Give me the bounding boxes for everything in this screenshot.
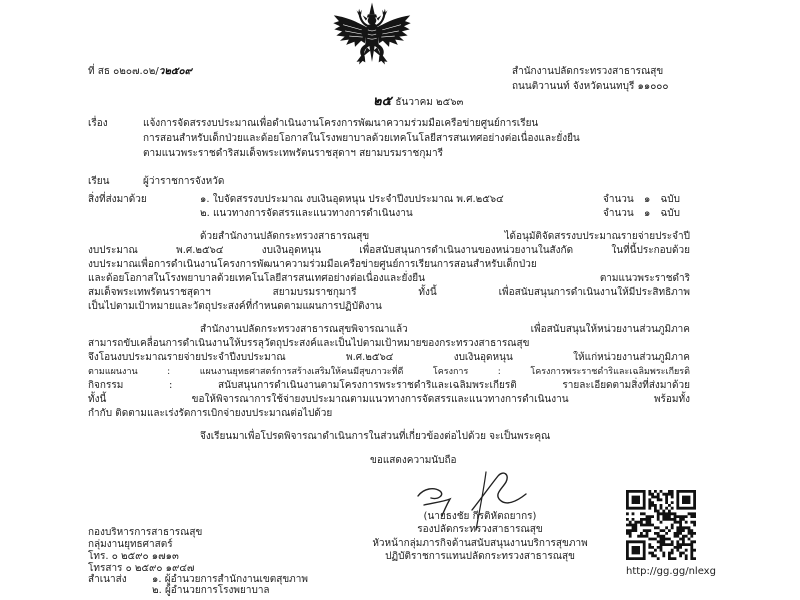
closing-phrase: ขอแสดงความนับถือ	[370, 455, 457, 466]
qr-code	[626, 490, 696, 560]
garuda-leg-right	[375, 43, 387, 64]
enclosures-label: สิ่งที่ส่งมาด้วย	[88, 194, 147, 205]
copy-to-item: ๒. ผู้อำนวยการโรงพยาบาล	[152, 585, 270, 596]
signatory-name: (นายธงชัย กีรติหัตถยากร)	[423, 511, 537, 522]
garuda-hand-left	[357, 9, 362, 15]
body-line: งบประมาณเพื่อการดำเนินงานโครงการพัฒนาความร่วมมือเครือข่ายศูนย์การเรียนการสอนสำหรับเด็กป่วย	[88, 259, 537, 270]
garuda-hand-right	[382, 9, 387, 15]
enclosure-item: ๑. ใบจัดสรรงบประมาณ งบเงินอุดหนุน ประจำปีงบประมาณ พ.ศ.๒๕๖๔	[200, 194, 504, 205]
footer-fax: โทรสาร ๐ ๒๕๙๐ ๑๙๔๗	[88, 563, 195, 574]
subject-line: แจ้งการจัดสรรงบประมาณเพื่อดำเนินงานโครงการพัฒนาความร่วมมือเครือข่ายศูนย์การเรียน	[143, 118, 539, 129]
body-line: เป็นไปตามเป้าหมายและวัตถุประสงค์ที่กำหนดตามแผนการปฏิบัติงาน	[88, 301, 382, 312]
copy-to-label: สำเนาส่ง	[88, 574, 127, 585]
reference-prefix: ที่ สธ ๐๒๐๗.๐๒/	[88, 66, 159, 77]
body-line: ด้วยสำนักงานปลัดกระทรวงสาธารณสุข ได้อนุมัติจัดสรรงบประมาณรายจ่ายประจำปี	[200, 231, 690, 242]
garuda-leg-left	[357, 43, 369, 64]
garuda-crown	[369, 3, 374, 15]
body-line: สำนักงานปลัดกระทรวงสาธารณสุขพิจารณาแล้ว เพื่อสนับสนุนให้หน่วยงานส่วนภูมิภาค	[200, 324, 690, 335]
body-line: สมเด็จพระเทพรัตนราชสุดาฯ สยามบรมราชกุมารี ทั้งนี้ เพื่อสนับสนุนการดำเนินงานให้มีประสิทธิภาพ	[88, 287, 690, 298]
garuda-ear-right	[377, 15, 382, 20]
body-line: กิจกรรม : สนับสนุนการดำเนินงานตามโครงการพระราชดำริและเฉลิมพระเกียรติ รายละเอียดตามสิ่งที่ส่งมาด้วย	[88, 380, 690, 391]
footer-phone: โทร. ๐ ๒๕๙๐ ๑๗๑๓	[88, 551, 179, 562]
sender-office: สำนักงานปลัดกระทรวงสาธารณสุข	[512, 66, 664, 77]
garuda-tail	[369, 46, 374, 61]
signatory-position: หัวหน้ากลุ่มภารกิจด้านสนับสนุนงานบริการสุขภาพ	[372, 538, 588, 549]
reference-handwritten-number: ว๒๕๐๙	[158, 66, 192, 77]
salutation-label: เรียน	[88, 176, 110, 187]
footer-section: กลุ่มงานยุทธศาสตร์	[88, 539, 173, 550]
date-day-handwritten: ๒๕	[373, 94, 392, 109]
subject-label: เรื่อง	[88, 118, 108, 129]
qr-url: http://gg.gg/nlexg	[626, 566, 716, 577]
body-line: ทั้งนี้ ขอให้พิจารณาการใช้จ่ายงบประมาณตามแนวทางการจัดสรรและแนวทางการดำเนินงาน พร้อมทั้ง	[88, 394, 690, 405]
garuda-body	[365, 24, 378, 46]
garuda-ear-left	[363, 15, 368, 20]
subject-line: การสอนสำหรับเด็กป่วยและด้อยโอกาสในโรงพยาบาลด้วยเทคโนโลยีสารสนเทศอย่างต่อเนื่องและยั่งยืน	[143, 133, 580, 144]
enclosure-item: ๒. แนวทางการจัดสรรและแนวทางการดำเนินงาน	[200, 208, 413, 219]
enclosure-quantity: จำนวน ๑ ฉบับ	[603, 208, 680, 219]
body-line: สามารถขับเคลื่อนการดำเนินงานให้บรรลุวัตถุประสงค์และเป็นไปตามเป้าหมายของกระทรวงสาธารณสุข	[88, 338, 530, 349]
document-date	[373, 96, 463, 109]
body-line: จึงโอนงบประมาณรายจ่ายประจำปีงบประมาณ พ.ศ.๒๕๖๔ งบเงินอุดหนุน ให้แก่หน่วยงานส่วนภูมิภาค	[88, 352, 690, 363]
body-line: กำกับ ติดตามและเร่งรัดการเบิกจ่ายงบประมาณต่อไปด้วย	[88, 408, 333, 419]
reference-number	[88, 66, 192, 78]
signatory-position: ปฏิบัติราชการแทนปลัดกระทรวงสาธารณสุข	[385, 551, 575, 562]
subject-line: ตามแนวพระราชดำริสมเด็จพระเทพรัตนราชสุดาฯ สยามบรมราชกุมารี	[143, 148, 443, 159]
garuda-emblem-icon	[330, 2, 414, 66]
body-line: และด้อยโอกาสในโรงพยาบาลด้วยเทคโนโลยีสารสนเทศอย่างต่อเนื่องและยั่งยืน ตามแนวพระราชดำริ	[88, 273, 690, 284]
copy-to-item: ๑. ผู้อำนวยการสำนักงานเขตสุขภาพ	[152, 574, 308, 585]
sender-address: ถนนติวานนท์ จังหวัดนนทบุรี ๑๑๐๐๐	[512, 81, 669, 92]
salutation-recipient: ผู้ว่าราชการจังหวัด	[143, 176, 225, 187]
date-month-year: ธันวาคม ๒๕๖๓	[395, 97, 464, 108]
body-line: ตามแผนงาน : แผนงานยุทธศาสตร์การสร้างเสริมให้คนมีสุขภาวะที่ดี โครงการ : โครงการพระราชดำริและเฉลิมพระเกียรติ	[88, 367, 690, 377]
body-line: จึงเรียนมาเพื่อโปรดพิจารณาดำเนินการในส่วนที่เกี่ยวข้องต่อไปด้วย จะเป็นพระคุณ	[200, 431, 551, 442]
enclosure-quantity: จำนวน ๑ ฉบับ	[603, 194, 680, 205]
signatory-position: รองปลัดกระทรวงสาธารณสุข	[417, 524, 543, 535]
body-line: งบประมาณ พ.ศ.๒๕๖๔ งบเงินอุดหนุน เพื่อสนับสนุนการดำเนินงานของหน่วยงานในสังกัด ในที่นี้ประกอบด้วย	[88, 245, 690, 256]
footer-department: กองบริหารการสาธารณสุข	[88, 527, 203, 538]
